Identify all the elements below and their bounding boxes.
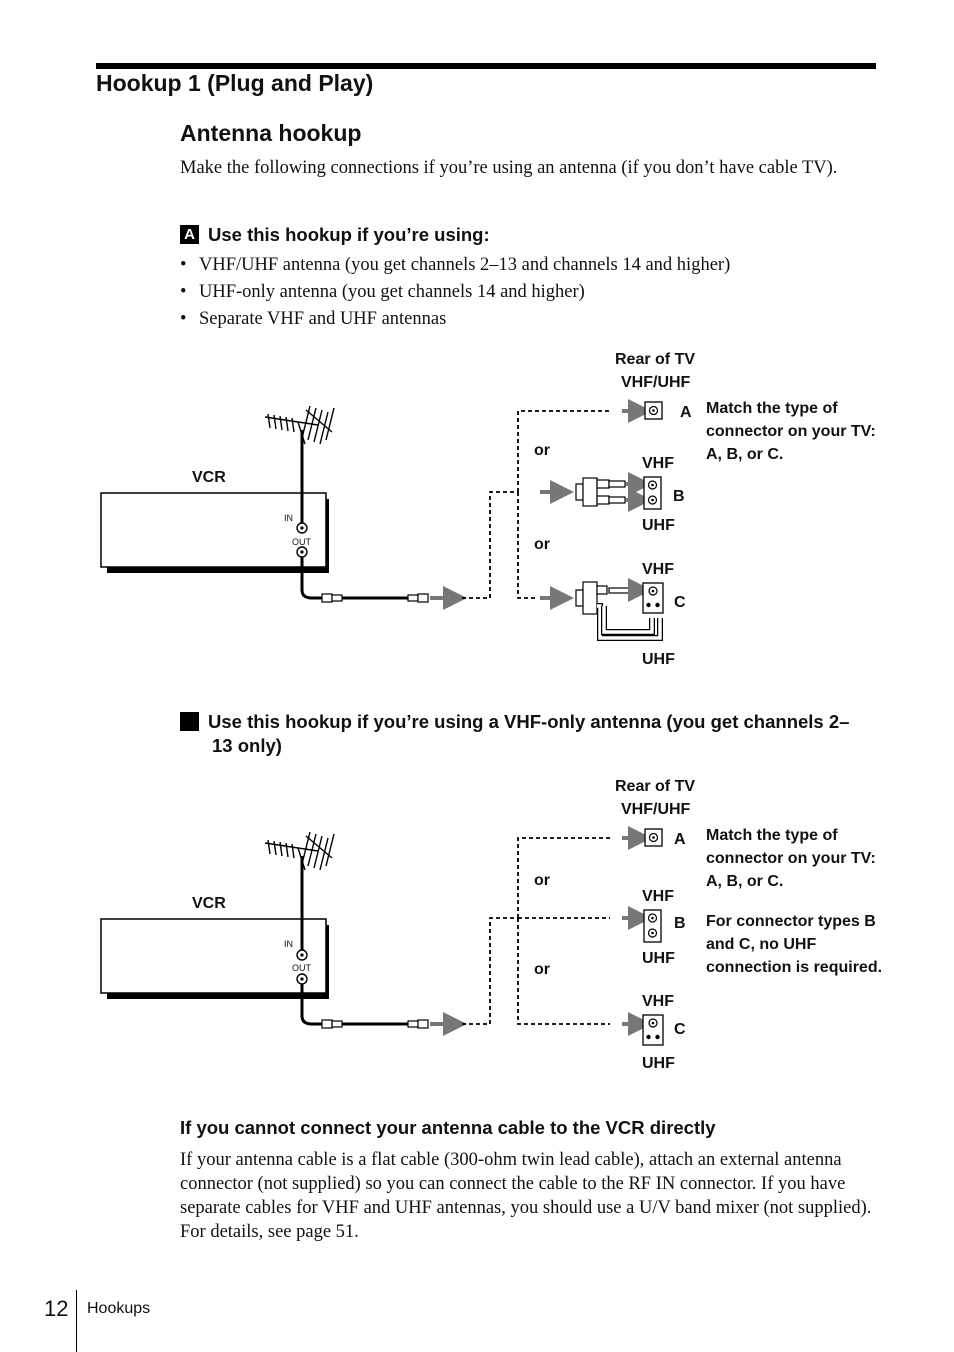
bullet-item: • UHF-only antenna (you get channels 14 and higher): [180, 280, 730, 307]
vhf-label: VHF: [642, 455, 674, 472]
vhf-label: VHF: [642, 888, 674, 905]
antenna-icon: [265, 832, 334, 880]
hookup-b-badge: B: [180, 712, 199, 731]
footer-divider: [76, 1290, 77, 1352]
out-port-label: OUT: [292, 963, 311, 973]
footer-section-label: Hookups: [87, 1300, 151, 1317]
intro-paragraph: Make the following connections if you’re using an antenna (if you don’t have cable TV).: [180, 158, 838, 178]
section-title: Hookup 1 (Plug and Play): [96, 70, 374, 96]
connector-a-icon: [645, 829, 662, 846]
or-label: or: [534, 872, 550, 889]
connector-c-icon: [643, 1015, 663, 1045]
connector-b-icon: [644, 910, 661, 942]
vhf-uhf-label: VHF/UHF: [621, 374, 691, 391]
bullet-item: • VHF/UHF antenna (you get channels 2–13 and channels 14 and higher): [180, 253, 730, 280]
connector-b-label: B: [674, 915, 686, 932]
connector-a-label: A: [680, 404, 692, 421]
hookup-b-note-2: For connector types B and C, no UHF connection is required.: [706, 913, 883, 976]
cannot-connect-body: If your antenna cable is a flat cable (300-ohm twin lead cable), attach an external antenna connector (not supplied) so you can connect the cable to the RF IN connector. If you have separate cables for VHF and UHF antennas, you should use a U/V band mixer (not supplied). For details, see page 51.: [180, 1150, 872, 1242]
vcr-box: [101, 919, 329, 999]
hookup-a-heading-text: Use this hookup if you’re using:: [208, 224, 490, 245]
in-port-label: IN: [284, 513, 293, 523]
or-label: or: [534, 442, 550, 459]
connector-b-label: B: [673, 488, 685, 505]
uhf-label: UHF: [642, 950, 675, 967]
connector-a-label: A: [674, 831, 686, 848]
hookup-b-note: Match the type of connector on your TV: A, B, or C.: [706, 827, 876, 890]
in-port-label: IN: [284, 939, 293, 949]
rear-of-tv-label: Rear of TV: [615, 778, 696, 795]
rear-of-tv-label: Rear of TV: [615, 351, 696, 368]
uhf-label: UHF: [642, 1055, 675, 1072]
vhf-uhf-label: VHF/UHF: [621, 801, 691, 818]
hookup-b-heading-text: Use this hookup if you’re using a VHF-only antenna (you get channels 2–13 only): [208, 711, 850, 756]
connector-c-label: C: [674, 1021, 686, 1038]
vcr-label: VCR: [192, 469, 226, 486]
bullet-item: • Separate VHF and UHF antennas: [180, 307, 730, 334]
vcr-label: VCR: [192, 895, 226, 912]
hookup-a-note: Match the type of connector on your TV: A, B, or C.: [706, 400, 876, 463]
or-label: or: [534, 961, 550, 978]
connector-c-label: C: [674, 594, 686, 611]
uhf-label: UHF: [642, 517, 675, 534]
subsection-title: Antenna hookup: [180, 120, 362, 146]
uhf-label: UHF: [642, 651, 675, 668]
out-port-label: OUT: [292, 537, 311, 547]
page-number: 12: [44, 1296, 69, 1321]
vhf-label: VHF: [642, 993, 674, 1010]
vhf-label: VHF: [642, 561, 674, 578]
rf-plug: [322, 1020, 342, 1028]
cannot-connect-heading: If you cannot connect your antenna cable to the VCR directly: [180, 1117, 716, 1138]
hookup-a-badge: A: [180, 225, 199, 244]
or-label: or: [534, 536, 550, 553]
